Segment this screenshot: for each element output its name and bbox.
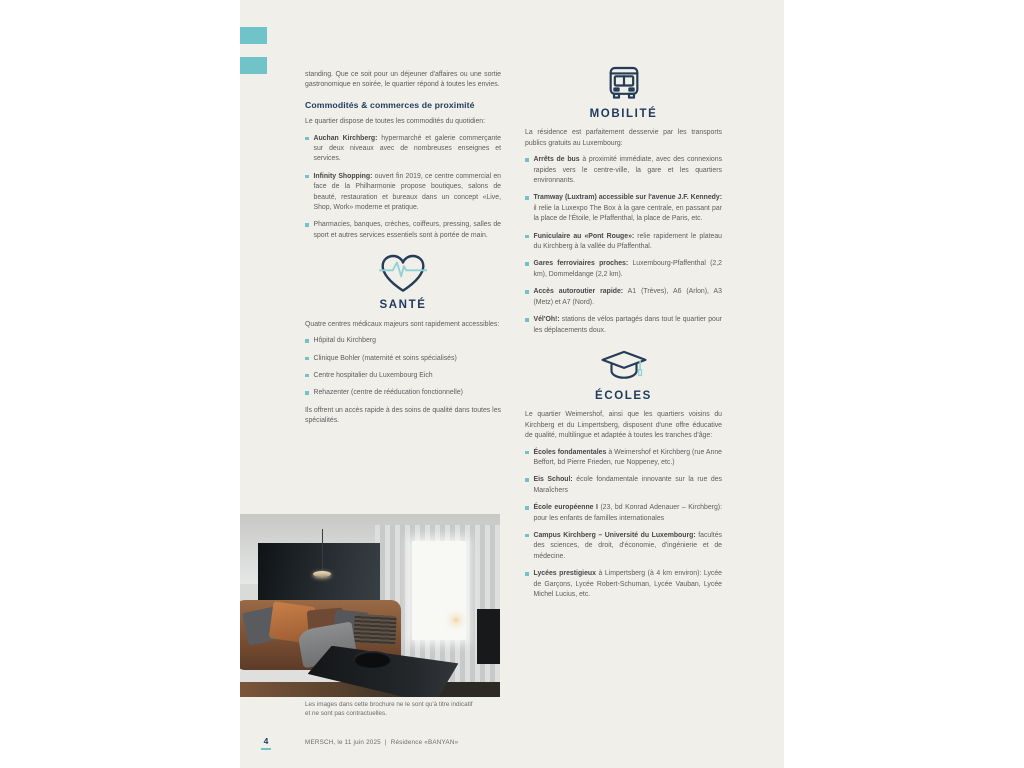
sante-title: SANTÉ (379, 299, 427, 312)
list-item-text: Arrêts de bus à proximité immédiate, avec des connexions rapides vers le centre-ville, la gare et les quartiers environnants. (533, 156, 723, 185)
bullet-marker (305, 175, 309, 179)
commodites-lead: Le quartier dispose de toutes les commodités du quotidien: (305, 118, 486, 126)
bullet-marker (305, 391, 309, 395)
list-item (305, 220, 501, 241)
commodites-heading: Commodités & commerces de proximité (305, 99, 475, 110)
list-item-bold: Eis Schoul: (533, 476, 573, 484)
list-item (525, 232, 722, 253)
list-item (305, 388, 501, 398)
graduation-cap-icon (599, 348, 649, 386)
list-item-text: Clinique Bohler (maternité et soins spécialisés) (313, 354, 457, 362)
list-item (525, 569, 722, 600)
bullet-marker (525, 572, 529, 576)
left-column (305, 70, 501, 427)
list-item-text: Tramway (Luxtram) accessible sur l'avenue J.F. Kennedy: il relie la Luxexpo The Box à la gare centrale, en passant par la place de l'Étoile, le Pfaffenthal, la place de Paris, etc. (533, 194, 722, 223)
bullet-marker (525, 262, 529, 266)
list-item (305, 134, 501, 165)
photo-caption: Les images dans cette brochure ne le sont qu'à titre indicatif et ne sont pas contractuelles. (305, 701, 473, 717)
bullet-marker (525, 235, 529, 239)
bullet-marker (525, 158, 529, 162)
list-item (525, 475, 722, 496)
bullet-marker (305, 357, 309, 361)
photo-pillow (354, 614, 397, 645)
list-item-text: Infinity Shopping: ouvert fin 2019, ce centre commercial en face de la Philharmonie propose boutiques, salons de beauté, restauration et bureaux dans un concept «Live, Shop, Work» moderne et pratique. (313, 172, 502, 212)
mobilite-list (525, 155, 722, 336)
list-item-text: Rehazenter (centre de rééducation fonctionnelle) (313, 389, 463, 397)
list-item-text: Funiculaire au «Pont Rouge»: relie rapidement le plateau du Kirchberg à la vallée du Pfaffenthal. (533, 232, 722, 251)
bullet-marker (305, 374, 309, 378)
decor-square (240, 27, 267, 44)
list-item-text: Centre hospitalier du Luxembourg Eich (313, 371, 433, 379)
list-item (525, 448, 722, 469)
list-item-bold: École européenne I (533, 504, 598, 512)
bullet-marker (305, 137, 309, 141)
photo-pendant-cord (322, 529, 323, 573)
photo-bowl (354, 651, 390, 667)
list-item (525, 531, 722, 562)
mobilite-icon-block (525, 62, 722, 104)
footer-residence: Résidence «BANYAN» (390, 739, 459, 746)
right-column (525, 62, 722, 607)
list-item-bold: Arrêts de bus (533, 156, 580, 164)
list-item-bold: Lycées prestigieux (533, 570, 596, 578)
list-item (305, 354, 501, 364)
sante-outro: Ils offrent un accès rapide à des soins de qualité dans toutes les spécialités. (305, 406, 501, 425)
list-item (525, 259, 722, 280)
sante-list (305, 336, 501, 399)
list-item-text: Gares ferroviaires proches: Luxembourg-Pfaffenthal (2,2 km), Dommeldange (2,2 km). (533, 260, 722, 278)
list-item-text: Lycées prestigieux à Limpertsberg (à 4 km environ): Lycée de Garçons, Lycée Robert-Schuman, Lycée Vauban, Lycée Michel Lucius, etc. (533, 570, 722, 598)
commodites-list (305, 134, 501, 242)
list-item (305, 371, 501, 381)
list-item-bold: Auchan Kirchberg: (313, 134, 378, 142)
bullet-marker (525, 534, 529, 538)
footer-text (305, 739, 462, 746)
ecoles-list (525, 448, 722, 601)
list-item-bold: Accès autoroutier rapide: (533, 288, 624, 296)
sante-icon-block (305, 253, 501, 295)
decor-square (240, 57, 267, 74)
bullet-marker (525, 451, 529, 455)
heart-pulse-icon (379, 253, 427, 295)
bullet-marker (305, 223, 309, 227)
list-item-text: Vél'Oh!: stations de vélos partagés dans tout le quartier pour les déplacements doux. (533, 316, 722, 334)
list-item-text: Pharmacies, banques, crèches, coiffeurs, pressing, salles de sport et autres services essentiels sont à portée de main. (313, 221, 501, 239)
list-item-bold: Gares ferroviaires proches: (533, 260, 629, 268)
list-item-text: Auchan Kirchberg: hypermarché et galerie commerçante sur deux niveaux avec de nombreuses enseignes et services. (313, 134, 502, 163)
photo-window (412, 541, 467, 640)
list-item (525, 155, 722, 186)
sante-lead: Quatre centres médicaux majeurs sont rapidement accessibles: (305, 320, 500, 328)
list-item (525, 287, 722, 308)
list-item-bold: Vél'Oh!: (533, 316, 560, 324)
footer-date: MERSCH, le 11 juin 2025 (305, 739, 381, 746)
list-item (305, 172, 501, 214)
bullet-marker (525, 506, 529, 510)
bullet-marker (525, 196, 529, 200)
list-item-bold: Tramway (Luxtram) accessible sur l'avenue J.F. Kennedy: (533, 194, 722, 202)
bullet-marker (525, 318, 529, 322)
mobilite-lead: La résidence est parfaitement desservie par les transports publics gratuits au Luxembourg: (525, 129, 722, 147)
bullet-marker (525, 478, 529, 482)
list-item (525, 315, 722, 336)
list-item-text: Campus Kirchberg – Université du Luxembourg: facultés des sciences, de droit, d'économie, d'ingénierie et de médecine. (533, 531, 722, 560)
bullet-marker (305, 339, 309, 343)
ecoles-icon-block (525, 348, 722, 386)
interior-photo (240, 514, 500, 697)
list-item-bold: Campus Kirchberg – Université du Luxembourg: (533, 531, 696, 539)
photo-tv (477, 609, 500, 664)
list-item-text: Accès autoroutier rapide: A1 (Trèves), A6 (Arlon), A3 (Metz) et A7 (Nord). (533, 288, 722, 306)
list-item (525, 503, 722, 524)
page-number: 4 (260, 736, 272, 750)
list-item (525, 193, 722, 224)
list-item (305, 336, 501, 346)
ecoles-title: ÉCOLES (595, 389, 652, 402)
list-item-bold: Infinity Shopping: (313, 172, 373, 180)
list-item-bold: Écoles fondamentales (533, 448, 607, 456)
list-item-text: Eis Schoul: école fondamentale innovante sur la rue des Maraîchers (533, 476, 722, 494)
bullet-marker (525, 290, 529, 294)
list-item-text: École européenne I (23, bd Konrad Adenauer – Kirchberg): pour les enfants de familles internationales (533, 504, 723, 522)
brochure-page (240, 0, 784, 768)
list-item-bold: Funiculaire au «Pont Rouge»: (533, 232, 635, 240)
ecoles-lead: Le quartier Weimershof, ainsi que les quartiers voisins du Kirchberg et du Limpertsberg, disposent d'une offre éducative de qualité, multilingue et adaptée à toutes les tranches d'âge: (525, 411, 722, 440)
intro-paragraph: standing. Que ce soit pour un déjeuner d'affaires ou une sortie gastronomique en soirée, le quartier répond à toutes les envies. (305, 71, 501, 89)
list-item-text: Écoles fondamentales à Weimershof et Kirchberg (rue Anne Beffort, bd Pierre Frieden, rue Noppeney, etc.) (533, 448, 722, 466)
mobilite-title: MOBILITÉ (589, 108, 658, 120)
bus-icon (604, 62, 644, 104)
footer-separator: | (384, 739, 387, 746)
list-item-text: Hôpital du Kirchberg (313, 337, 376, 345)
photo-pendant-lamp (313, 571, 331, 577)
